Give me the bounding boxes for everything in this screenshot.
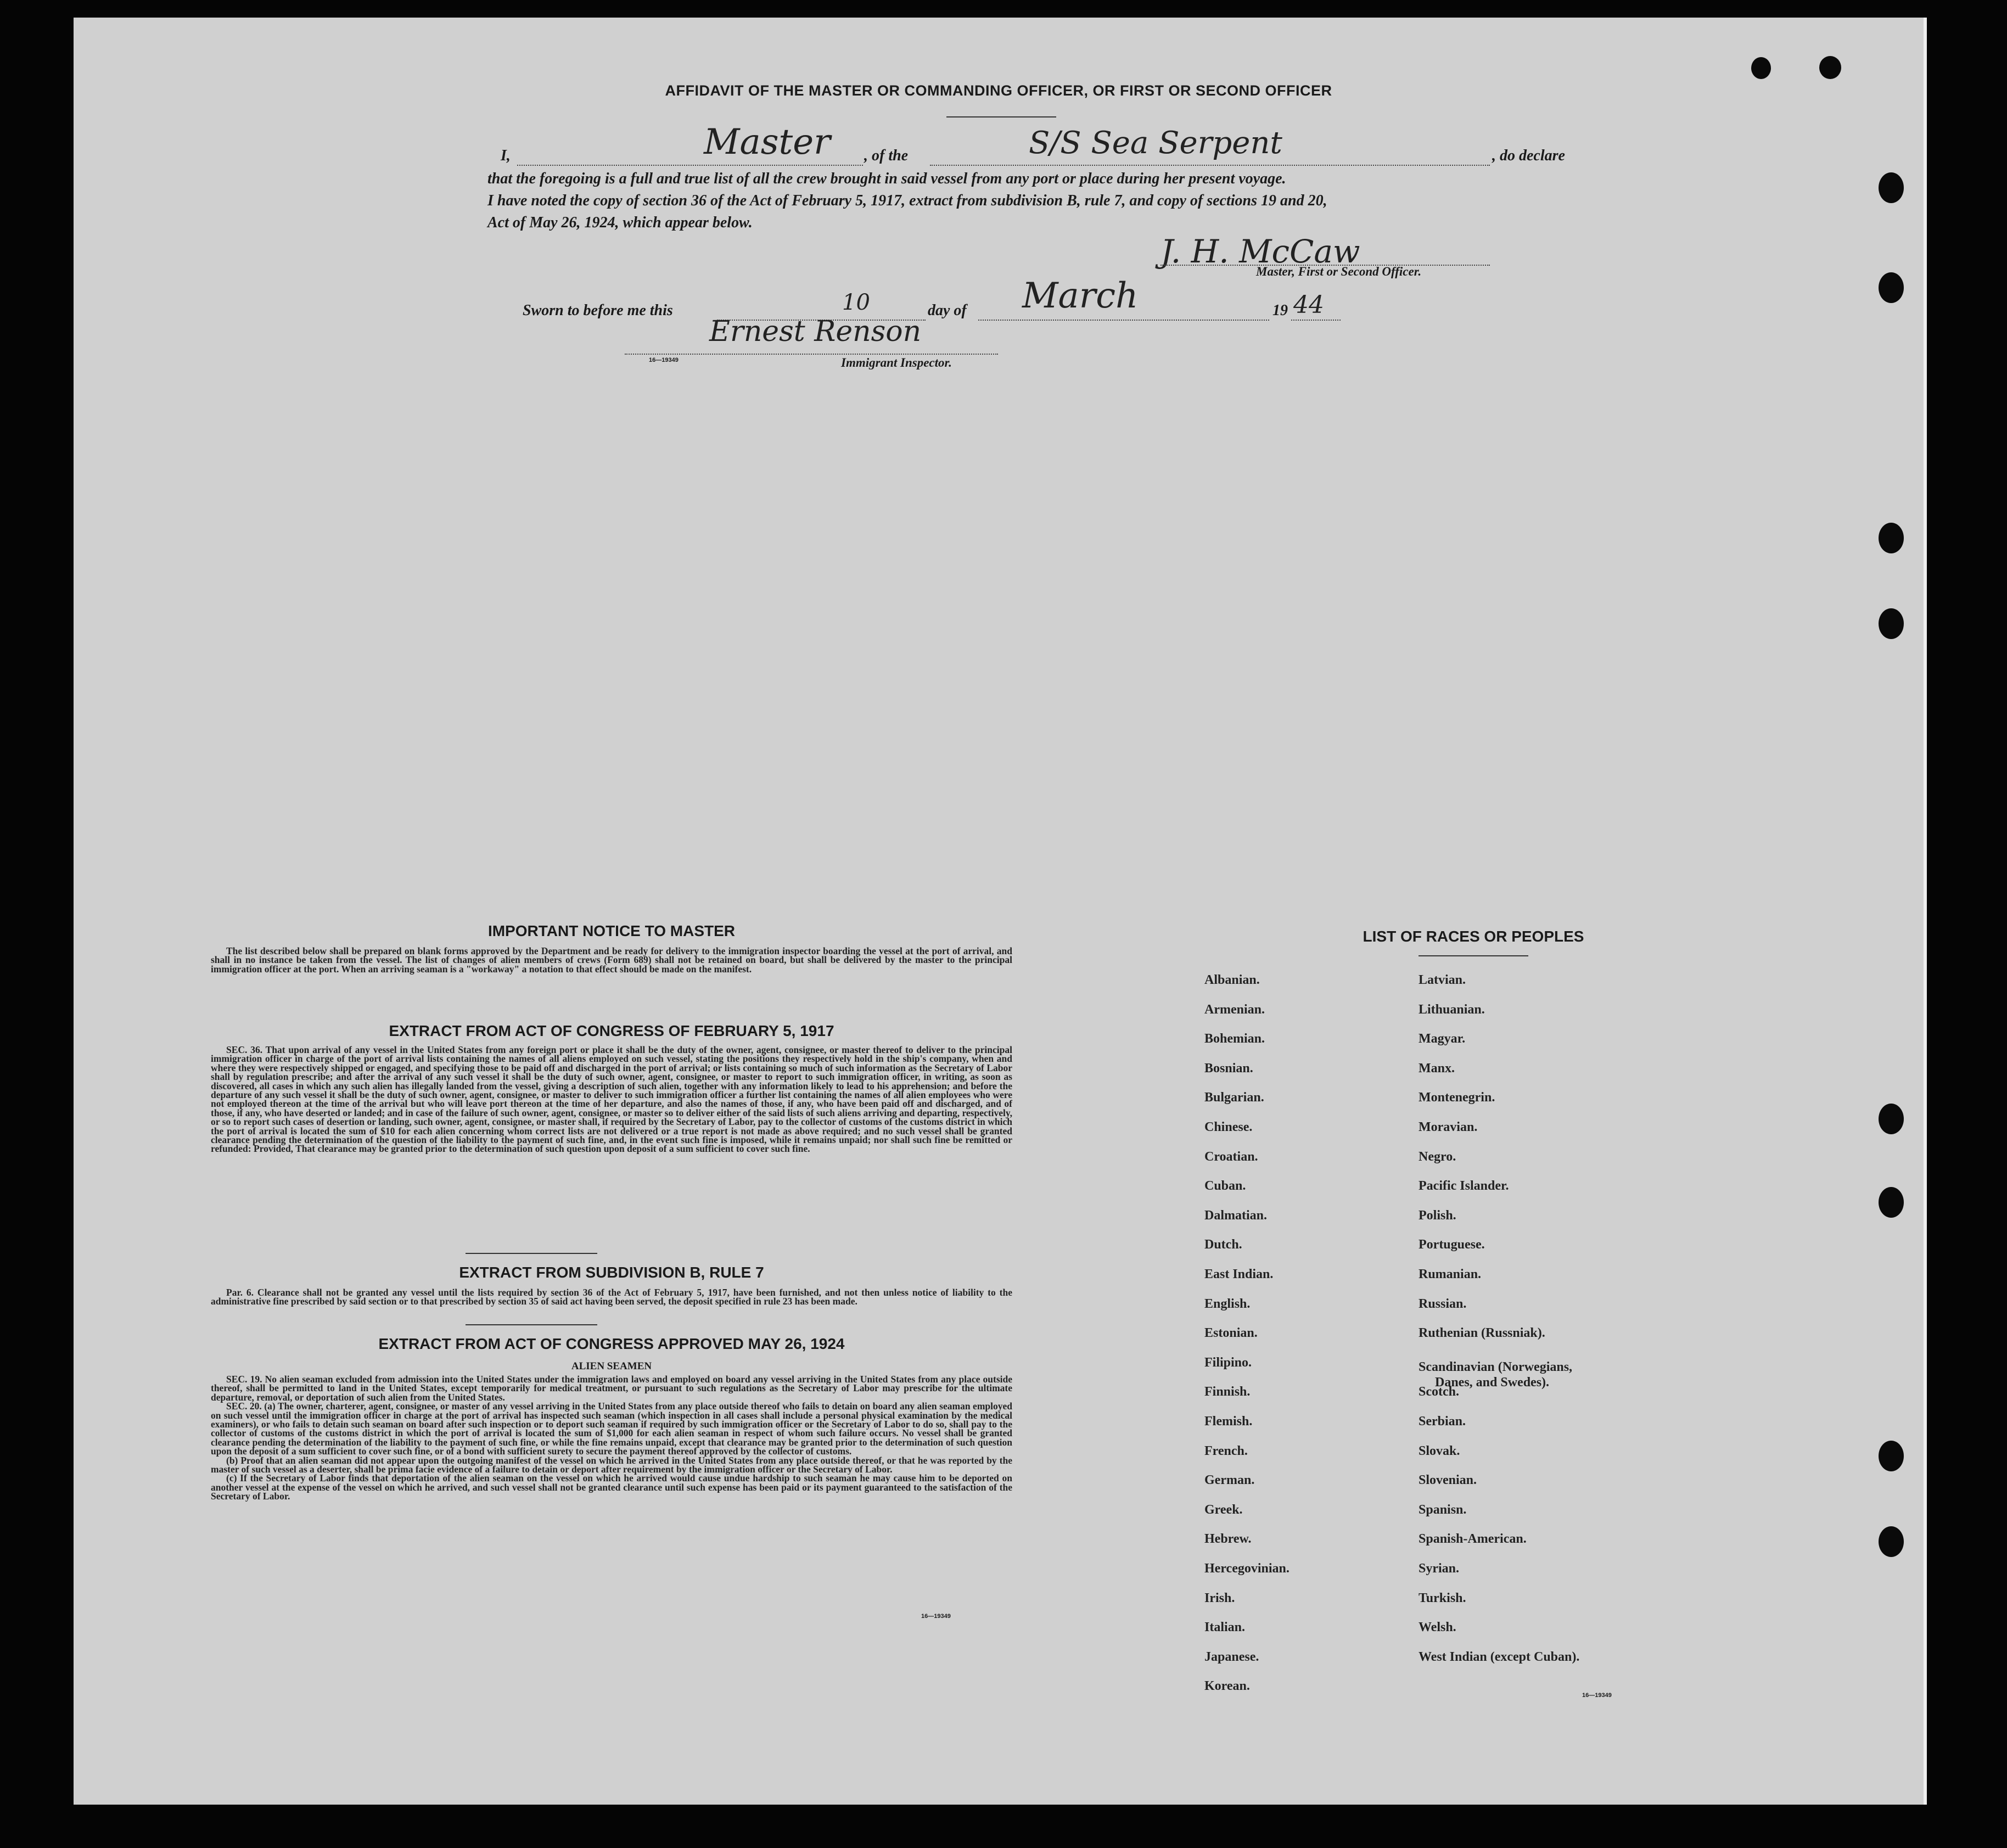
race-item: West Indian (except Cuban). bbox=[1419, 1649, 1580, 1664]
race-item: Spanish-American. bbox=[1419, 1532, 1527, 1547]
affidavit-line-2: that the foregoing is a full and true list of all the crew brought in said vessel from any port or place during her present voyage. bbox=[487, 170, 1286, 187]
sworn-day: 10 bbox=[842, 290, 870, 315]
affidavit-title: AFFIDAVIT OF THE MASTER OR COMMANDING OFFICER, OR FIRST OR SECOND OFFICER bbox=[665, 82, 1332, 99]
race-item: Dutch. bbox=[1204, 1237, 1242, 1252]
inspector-signature: Ernest Renson bbox=[709, 315, 922, 348]
punch-hole bbox=[1879, 172, 1904, 203]
race-item: Spanisn. bbox=[1419, 1502, 1467, 1517]
race-item: Rumanian. bbox=[1419, 1267, 1482, 1281]
master-caption: Master, First or Second Officer. bbox=[1256, 265, 1422, 278]
race-item: Lithuanian. bbox=[1419, 1002, 1485, 1017]
race-item: Slovak. bbox=[1419, 1443, 1460, 1458]
divider bbox=[946, 116, 1056, 117]
punch-hole bbox=[1819, 56, 1841, 79]
race-item: Flemish. bbox=[1204, 1414, 1253, 1429]
race-item: Slovenian. bbox=[1419, 1473, 1477, 1488]
sec-20c-paragraph: (c) If the Secretary of Labor finds that deportation of the alien seaman on the vessel on which he arrived would cause undue hardship to such seaman he may cause him to be deported on another vessel at the expense of the vessel on which he arrived, and such vessel shall not be granted clearance until such expense has been paid or its payment guaranteed to the satisfaction of the Secretary of Labor. bbox=[211, 1472, 1012, 1502]
sec-20a-paragraph: SEC. 20. (a) The owner, charterer, agent, consignee, or master of any vessel arriving in the United States from any place outside thereof who fails to detain on board any alien seaman employed on such vessel until the immigration officer in charge at the port of arrival has inspected such seaman (which inspection in all cases shall include a personal physical examination by the medical examiners), or who fails to detain such seaman on board after such inspection or to deport such seaman if required by such immigration officer or the Secretary of Labor to do so, shall pay to the collector of customs of the customs district in which the port of arrival is located the sum of $1,000 for each alien seaman in respect of whom such failure occurs. No vessel shall be granted clearance pending the determination of the liability to the payment of such fine, or while the fine remains unpaid, except that clearance may be granted prior to the determination of such question upon the deposit of a sum sufficient to cover such fine, or of a bond with sufficient surety to secure the payment thereof approved by the collector of customs. bbox=[211, 1401, 1012, 1457]
subdivision-b-text bbox=[211, 1288, 1012, 1306]
race-item: Manx. bbox=[1419, 1061, 1455, 1076]
race-item: Filipino. bbox=[1204, 1355, 1252, 1370]
master-signature: J. H. McCaw bbox=[1161, 233, 1360, 270]
punch-hole bbox=[1879, 1441, 1904, 1471]
inspector-caption: Immigrant Inspector. bbox=[841, 356, 952, 369]
race-item: Finnish. bbox=[1204, 1385, 1251, 1399]
document-page bbox=[74, 18, 1927, 1805]
race-item: Welsh. bbox=[1419, 1620, 1456, 1635]
affidavit-line-3: I have noted the copy of section 36 of the Act of February 5, 1917, extract from subdivision B, rule 7, and copy of sections 19 and 20, bbox=[487, 192, 1327, 209]
race-item: Magyar. bbox=[1419, 1032, 1466, 1046]
sworn-label: Sworn to before me this bbox=[523, 302, 673, 319]
extract-1917-text bbox=[211, 1045, 1012, 1153]
inspector-line bbox=[625, 352, 998, 355]
punch-hole bbox=[1879, 1187, 1904, 1218]
race-item: English. bbox=[1204, 1296, 1251, 1311]
year-prefix: 19 bbox=[1272, 302, 1288, 319]
extract-1924-text bbox=[211, 1375, 1012, 1501]
race-item: Syrian. bbox=[1419, 1561, 1460, 1576]
extract-form-number: 16—19349 bbox=[921, 1613, 951, 1620]
race-item: Scotch. bbox=[1419, 1385, 1459, 1399]
race-item: Moravian. bbox=[1419, 1120, 1478, 1134]
race-item: Serbian. bbox=[1419, 1414, 1466, 1429]
race-item: Russian. bbox=[1419, 1296, 1467, 1311]
rank-line bbox=[517, 164, 863, 166]
divider bbox=[466, 1324, 597, 1325]
race-item: Chinese. bbox=[1204, 1120, 1253, 1134]
race-item: Armenian. bbox=[1204, 1002, 1265, 1017]
race-item: Albanian. bbox=[1204, 973, 1260, 987]
sworn-month-line bbox=[978, 318, 1269, 321]
race-item: Danes, and Swedes). bbox=[1435, 1375, 1550, 1390]
of-the-label: , of the bbox=[864, 147, 909, 164]
vessel-line bbox=[930, 164, 1490, 166]
affidavit-line-4: Act of May 26, 1924, which appear below. bbox=[487, 214, 753, 231]
race-item: Italian. bbox=[1204, 1620, 1246, 1635]
par-6-paragraph: Par. 6. Clearance shall not be granted any vessel until the lists required by section 36 of the Act of February 5, 1917, have been furnished, and not then unless notice of liability to the administrative fine prescribed by said section or to that prescribed by section 35 of said act having been served, the deposit specified in rule 23 has been made. bbox=[211, 1287, 1012, 1307]
rank-handwritten: Master bbox=[704, 122, 831, 163]
notice-title: IMPORTANT NOTICE TO MASTER bbox=[487, 922, 736, 939]
divider bbox=[1419, 955, 1528, 956]
race-item: Japanese. bbox=[1204, 1649, 1259, 1664]
race-item: Turkish. bbox=[1419, 1591, 1466, 1605]
sec-36-paragraph: SEC. 36. That upon arrival of any vessel in the United States from any foreign port or place it shall be the duty of the owner, agent, consignee, or master thereof to deliver to the principal immigration officer in charge of the port of arrival lists containing the names of all aliens employed on such vessel, stating the positions they respectively hold in the ship's company, when and where they were respectively shipped or engaged, and specifying those to be paid off and discharged in the port of arrival; or lists containing so much of such information as the Secretary of Labor shall by regulation prescribe; and after the arrival of any such vessel it shall be the duty of such owner, agent, consignee, or master to report to such immigration officer, in writing, as soon as discovered, all cases in which any such alien has illegally landed from the vessel, giving a description of such alien, together with any information likely to lead to his apprehension; and before the departure of any such vessel it shall be the duty of such owner, agent, consignee, or master to deliver to such immigration officer a further list containing the names of all alien employees who were not employed thereon at the time of the arrival but who will leave port thereon at the time of her departure, and also the names of those, if any, who have been paid off and discharged, and of those, if any, who have deserted or landed; and in case of the failure of such owner, agent, consignee, or master so to deliver either of the said lists of such aliens arriving and departing, respectively, or so to report such cases of desertion or landing, such owner, agent, consignee, or master shall, if required by the Secretary of Labor, pay to the collector of customs of the customs district in which the port of arrival is located the sum of $10 for each alien concerning whom correct lists are not delivered or a true report is not made as above required; and no such vessel shall be granted clearance pending the determination of the question of the liability to the payment of such fine, and, in the event such fine is imposed, while it remains unpaid; nor shall such fine be remitted or refunded: Provided, That clearance may be granted prior to the determination of such question upon deposit of a sum sufficient to cover such fine. bbox=[211, 1044, 1012, 1155]
race-item: Greek. bbox=[1204, 1502, 1243, 1517]
race-item: Hercegovinian. bbox=[1204, 1561, 1290, 1576]
sec-19-paragraph: SEC. 19. No alien seaman excluded from admission into the United States under the immigration laws and employed on board any vessel arriving in the United States from any place outside thereof, shall be permitted to land in the United States, except temporarily for medical treatment, or pursuant to such regulations as the Secretary of Labor may prescribe for the ultimate departure, removal, or deportation of such alien from the United States. bbox=[211, 1374, 1012, 1403]
race-item: Bulgarian. bbox=[1204, 1090, 1264, 1105]
race-item: Ruthenian (Russniak). bbox=[1419, 1326, 1545, 1341]
punch-hole bbox=[1879, 608, 1904, 639]
race-item: Korean. bbox=[1204, 1679, 1250, 1694]
punch-hole bbox=[1879, 523, 1904, 553]
race-item: Pacific Islander. bbox=[1419, 1179, 1509, 1194]
do-declare-label: , do declare bbox=[1492, 147, 1565, 164]
year-line bbox=[1291, 318, 1341, 321]
race-item: Scandinavian (Norwegians, bbox=[1419, 1359, 1573, 1374]
race-item: Bohemian. bbox=[1204, 1032, 1265, 1046]
race-item: Cuban. bbox=[1204, 1179, 1246, 1194]
race-item: Irish. bbox=[1204, 1591, 1235, 1605]
race-item: Estonian. bbox=[1204, 1326, 1258, 1341]
punch-hole bbox=[1751, 57, 1771, 79]
race-item: Negro. bbox=[1419, 1149, 1456, 1164]
year-suffix: 44 bbox=[1293, 291, 1324, 319]
i-label: I, bbox=[501, 147, 511, 164]
day-of-label: day of bbox=[928, 302, 967, 319]
race-item: Latvian. bbox=[1419, 973, 1466, 987]
affidavit-form-number: 16—19349 bbox=[649, 357, 679, 363]
extract-1924-title: EXTRACT FROM ACT OF CONGRESS APPROVED MAY 26, 1924 bbox=[378, 1335, 845, 1352]
punch-hole bbox=[1879, 1104, 1904, 1134]
race-item: Hebrew. bbox=[1204, 1532, 1252, 1547]
races-title: LIST OF RACES OR PEOPLES bbox=[1363, 928, 1584, 945]
race-item: German. bbox=[1204, 1473, 1255, 1488]
sworn-month: March bbox=[1022, 276, 1139, 316]
race-item: Polish. bbox=[1419, 1208, 1456, 1223]
races-form-number: 16—19349 bbox=[1582, 1692, 1612, 1699]
punch-hole bbox=[1879, 1526, 1904, 1557]
alien-seamen-subtitle: ALIEN SEAMEN bbox=[571, 1360, 652, 1372]
race-item: Croatian. bbox=[1204, 1149, 1258, 1164]
vessel-handwritten: S/S Sea Serpent bbox=[1029, 125, 1282, 161]
divider bbox=[466, 1253, 597, 1254]
race-item: Bosnian. bbox=[1204, 1061, 1253, 1076]
sec-20b-paragraph: (b) Proof that an alien seaman did not appear upon the outgoing manifest of the vessel on which he arrived in the United States from any place outside thereof, or that he was reported by the master of such vessel as a deserter, shall be prima facie evidence of a failure to detain or deport after requirement by the immigration officer or the Secretary of Labor. bbox=[211, 1454, 1012, 1475]
race-item: Portuguese. bbox=[1419, 1237, 1485, 1252]
race-item: Dalmatian. bbox=[1204, 1208, 1267, 1223]
notice-paragraph: The list described below shall be prepared on blank forms approved by the Department and be ready for delivery to the immigration inspector boarding the vessel at the port of arrival, and shall in no instance be taken from the vessel. The list of changes of alien members of crews (Form 689) shall not be retained on board, but shall be delivered by the master to the principal immigration officer at the port. When an arriving seaman is a "workaway" a notation to that effect should be made on the manifest. bbox=[211, 945, 1012, 975]
extract-1917-title: EXTRACT FROM ACT OF CONGRESS OF FEBRUARY 5, 1917 bbox=[389, 1022, 834, 1039]
notice-text bbox=[211, 947, 1012, 973]
punch-hole bbox=[1879, 272, 1904, 303]
race-item: French. bbox=[1204, 1443, 1248, 1458]
race-item: Montenegrin. bbox=[1419, 1090, 1495, 1105]
race-item: East Indian. bbox=[1204, 1267, 1274, 1281]
subdivision-b-title: EXTRACT FROM SUBDIVISION B, RULE 7 bbox=[459, 1264, 764, 1281]
